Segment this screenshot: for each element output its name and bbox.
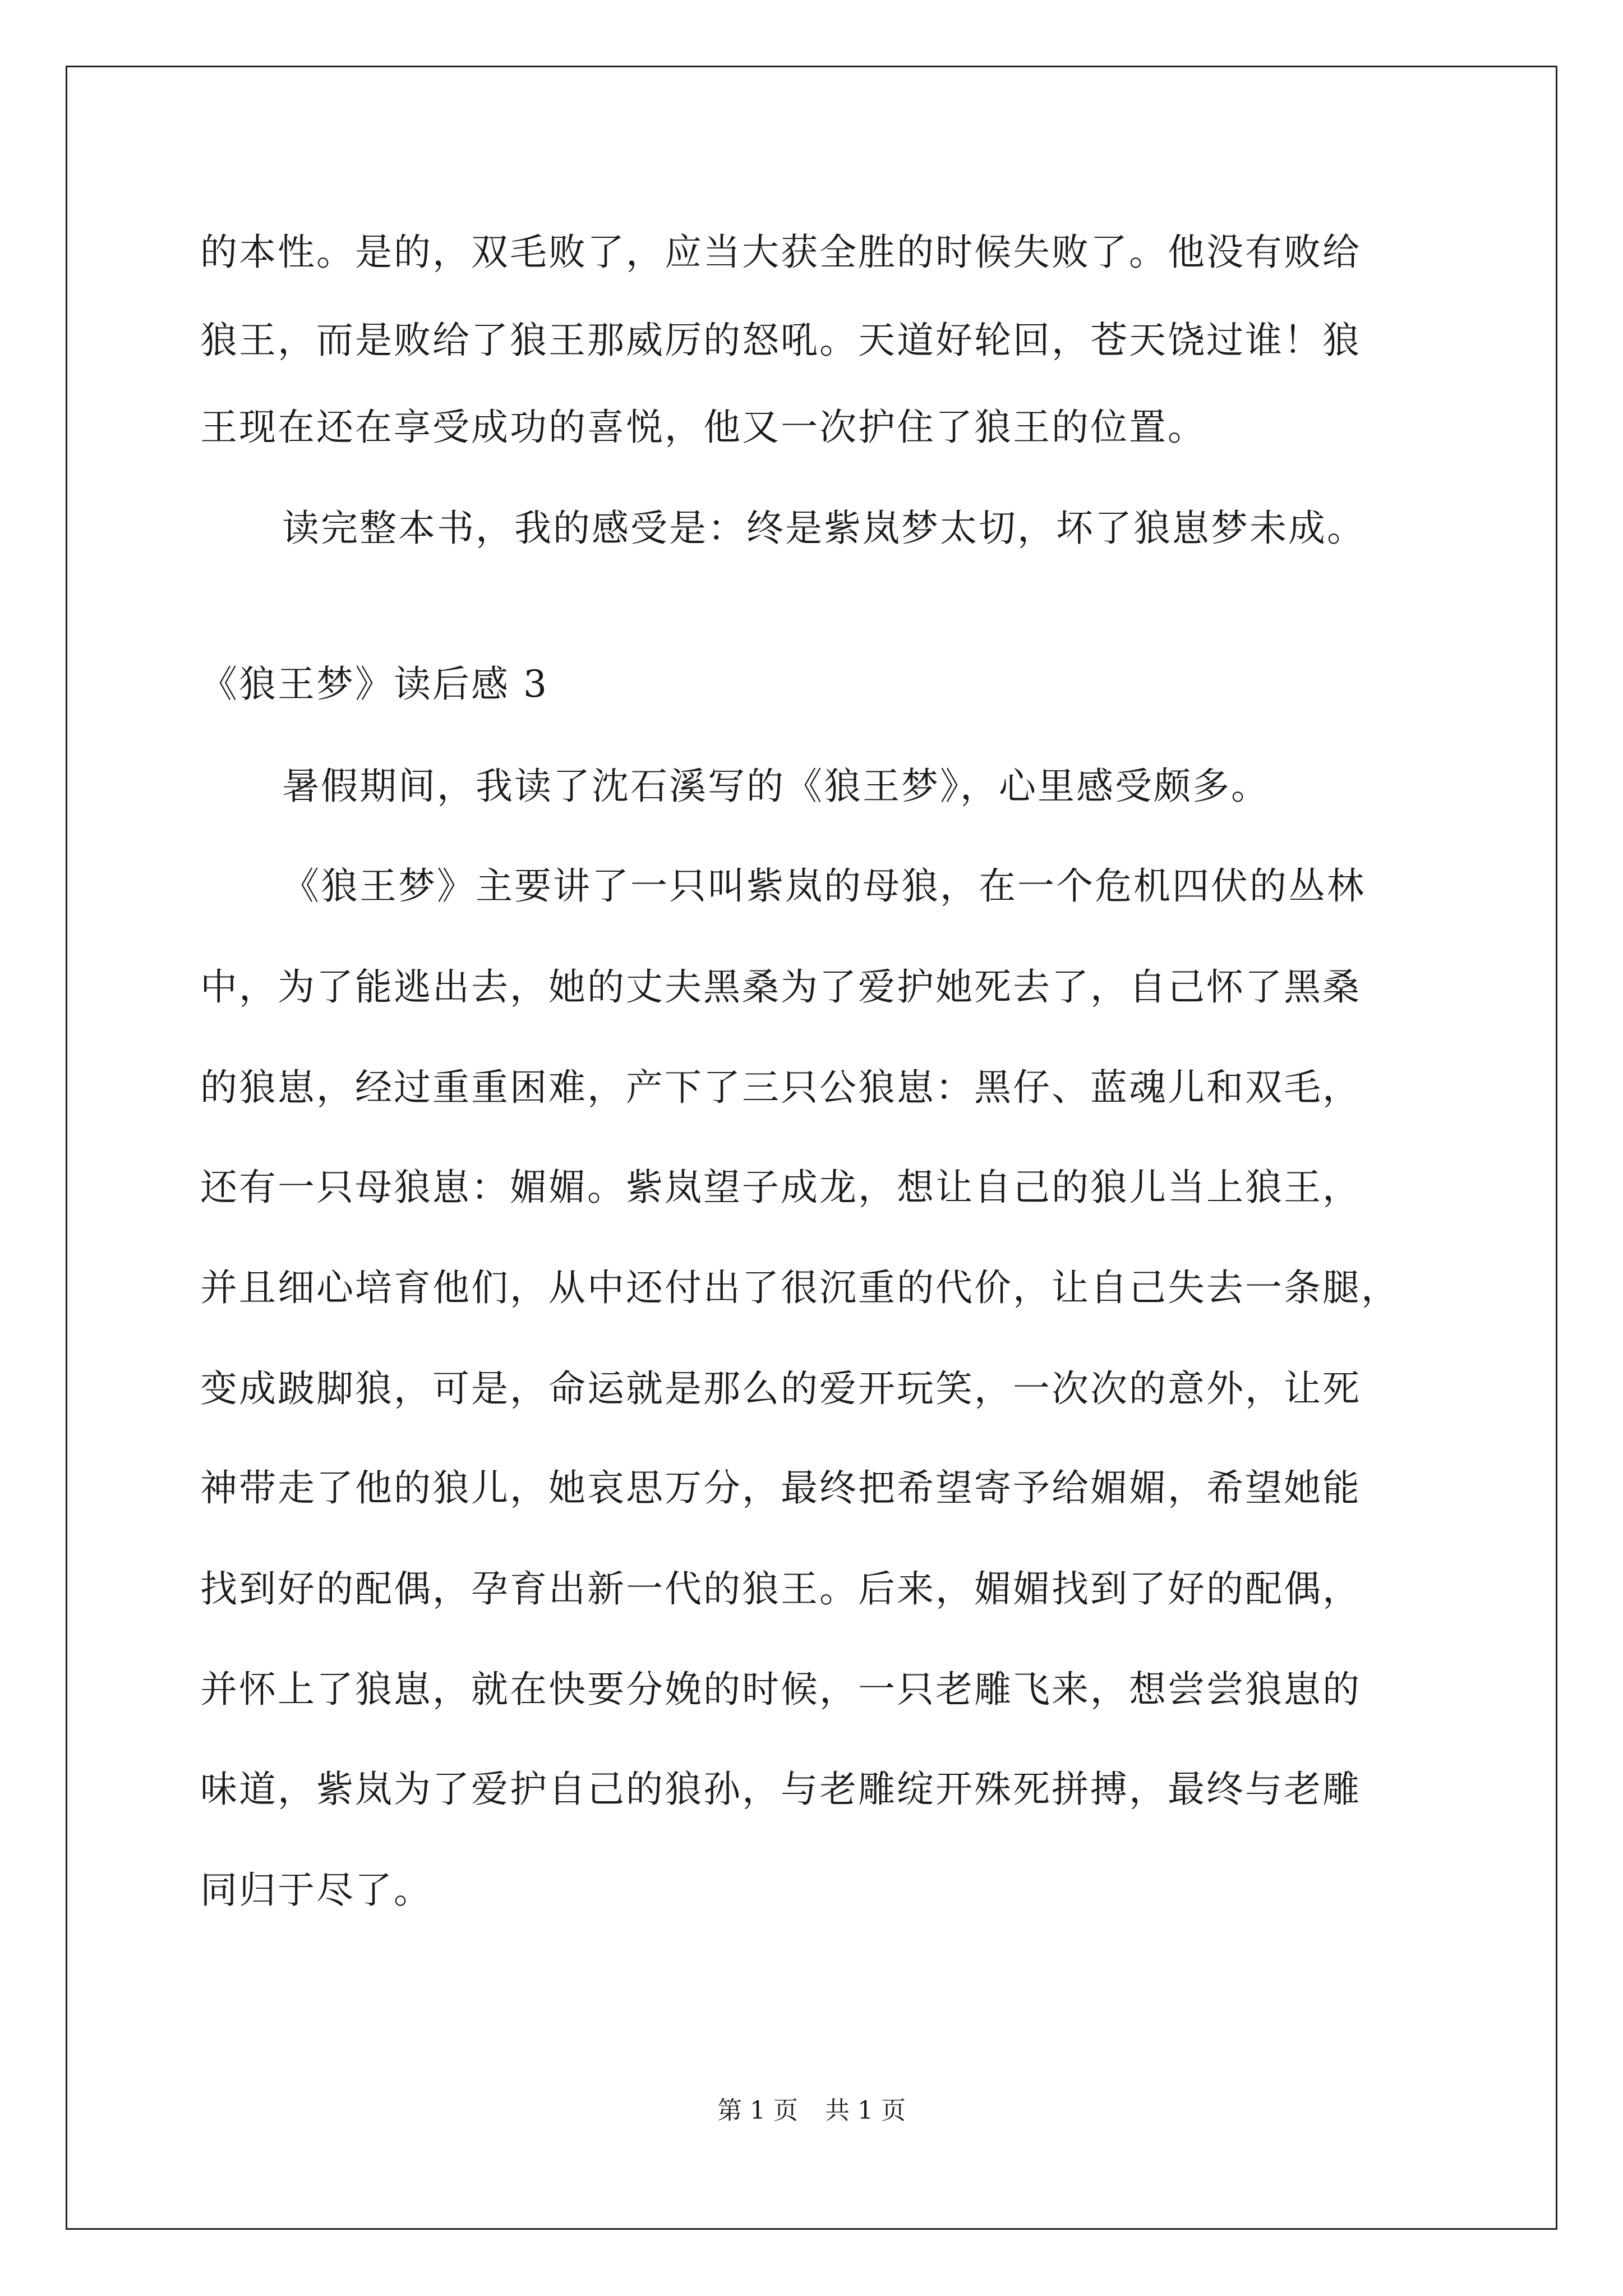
paragraph-line: 并且细心培育他们，从中还付出了很沉重的代价，让自己失去一条腿， [200, 1266, 1400, 1309]
paragraph-line: 王现在还在享受成功的喜悦，他又一次护住了狼王的位置。 [200, 406, 1206, 449]
page-number: 第 1 页 [717, 2096, 798, 2125]
paragraph-line: 狼王，而是败给了狼王那威厉的怒吼。天道好轮回，苍天饶过谁！狼 [200, 319, 1361, 362]
paragraph-line: 变成跛脚狼，可是，命运就是那么的爱开玩笑，一次次的意外，让死 [200, 1367, 1361, 1410]
paragraph-line: 《狼王梦》主要讲了一只叫紫岚的母狼，在一个危机四伏的丛林 [282, 864, 1366, 908]
paragraph-line: 并怀上了狼崽，就在快要分娩的时候，一只老雕飞来，想尝尝狼崽的 [200, 1668, 1361, 1711]
paragraph-line: 读完整本书，我的感受是：终是紫岚梦太切，坏了狼崽梦未成。 [282, 507, 1366, 550]
paragraph-line: 暑假期间，我读了沈石溪写的《狼王梦》，心里感受颇多。 [282, 765, 1270, 808]
section-heading: 《狼王梦》读后感 3 [200, 662, 548, 706]
paragraph-line: 还有一只母狼崽：媚媚。紫岚望子成龙，想让自己的狼儿当上狼王， [200, 1166, 1361, 1209]
paragraph-line: 的本性。是的，双毛败了，应当大获全胜的时候失败了。他没有败给 [200, 231, 1361, 274]
paragraph-line: 的狼崽，经过重重困难，产下了三只公狼崽：黑仔、蓝魂儿和双毛， [200, 1066, 1361, 1109]
paragraph-line: 中，为了能逃出去，她的丈夫黑桑为了爱护她死去了，自己怀了黑桑 [200, 965, 1361, 1009]
paragraph-line: 神带走了他的狼儿，她哀思万分，最终把希望寄予给媚媚，希望她能 [200, 1466, 1361, 1510]
page-total: 共 1 页 [825, 2096, 906, 2125]
paragraph-line: 同归于尽了。 [200, 1869, 432, 1912]
paragraph-line: 味道，紫岚为了爱护自己的狼孙，与老雕绽开殊死拼搏，最终与老雕 [200, 1768, 1361, 1811]
paragraph-line: 找到好的配偶，孕育出新一代的狼王。后来，媚媚找到了好的配偶， [200, 1567, 1361, 1611]
page-footer [0, 2095, 1623, 2127]
